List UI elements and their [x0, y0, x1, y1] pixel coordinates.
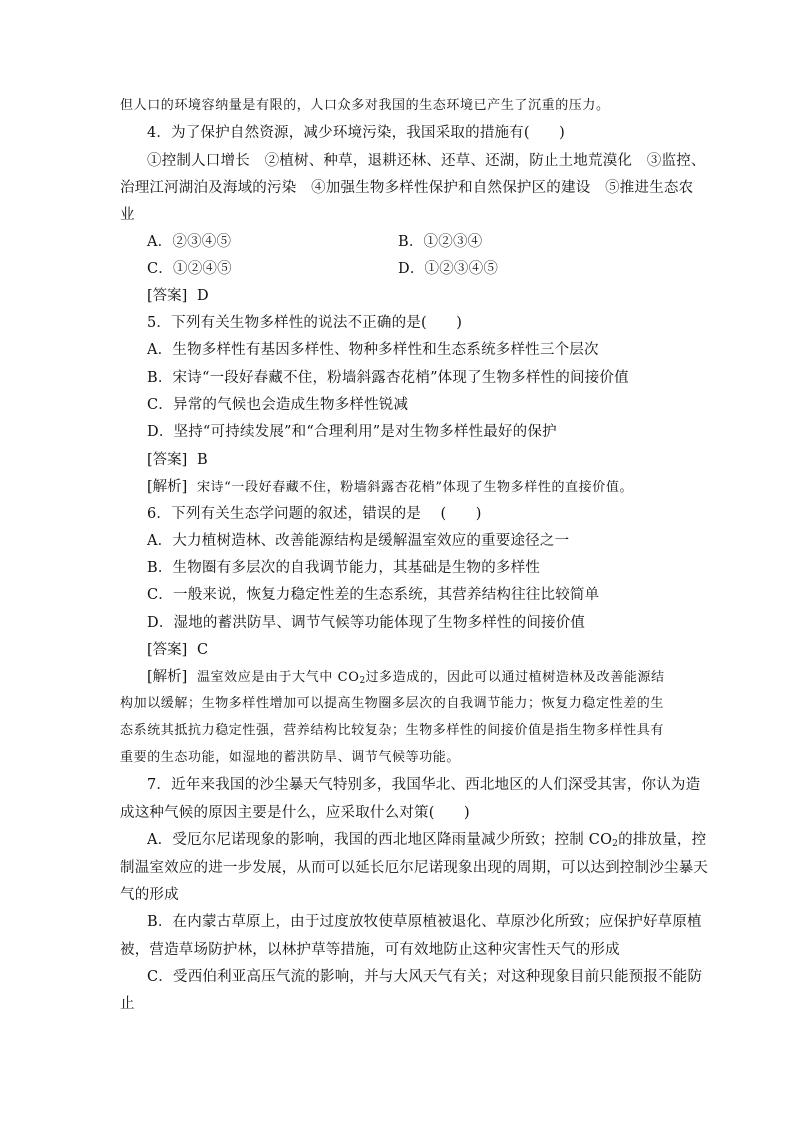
explanation-tag: [解析]	[147, 479, 188, 495]
q5-option-b: B．宋诗“一段好春藏不住，粉墙斜露杏花梢”体现了生物多样性的间接价值	[147, 370, 629, 386]
q4-option-d: D．①②③④⑤	[398, 261, 499, 277]
q6-option-a: A．大力植树造林、改善能源结构是缓解温室效应的重要途径之一	[147, 533, 570, 549]
q6-option-b: B．生物圈有多层次的自我调节能力，其基础是生物的多样性	[147, 560, 541, 576]
q5-option-c: C．异常的气候也会造成生物多样性锐减	[147, 397, 409, 413]
q6-answer	[147, 640, 208, 660]
answer-value: D	[196, 288, 209, 304]
q5-option-d: D．坚持“可持续发展”和“合理利用”是对生物多样性最好的保护	[147, 424, 557, 440]
q7-option-b-line1: B．在内蒙古草原上，由于过度放牧使草原植被退化、草原沙化所致；应保护好草原植	[147, 914, 702, 930]
answer-tag: [答案]	[147, 642, 188, 658]
q5-option-a: A．生物多样性有基因多样性、物种多样性和生态系统多样性三个层次	[147, 342, 599, 358]
explanation-tag: [解析]	[147, 669, 188, 685]
q4-answer	[147, 286, 209, 306]
explanation-text: 过多造成的，因此可以通过植树造林及改善能源结	[365, 670, 665, 685]
option-text: 的排放量，控	[618, 832, 707, 848]
answer-tag: [答案]	[147, 452, 188, 468]
q4-option-b: B．①②③④	[398, 234, 483, 250]
answer-value: C	[196, 642, 209, 658]
q4-items-line2: 治理江河湖泊及海域的污染 ④加强生物多样性保护和自然保护区的建设 ⑤推进生态农	[120, 180, 694, 196]
answer-value: B	[196, 452, 208, 468]
q4-items-line3: 业	[120, 207, 135, 223]
option-text: A．受厄尔尼诺现象的影响，我国的西北地区降雨量减少所致；控制 CO	[147, 832, 613, 848]
q4-option-a: A．②③④⑤	[147, 234, 232, 250]
q7-option-c-line1: C．受西伯利亚高压气流的影响，并与大风天气有关；对这种现象目前只能预报不能防	[147, 969, 703, 985]
q7-stem-line1: 7．近年来我国的沙尘暴天气特别多，我国华北、西北地区的人们深受其害，你认为造	[147, 777, 701, 793]
q7-option-b-line2: 被，营造草场防护林，以林护草等措施，可有效地防止这种灾害性天气的形成	[120, 942, 620, 958]
q7-option-a-line2: 制温室效应的进一步发展，从而可以延长厄尔尼诺现象出现的周期，可以达到控制沙尘暴天	[120, 860, 708, 876]
q6-stem: 6．下列有关生态学问题的叙述，错误的是 ( )	[147, 506, 482, 522]
explanation-text: 宋诗“一段好春藏不住，粉墙斜露杏花梢”体现了生物多样性的直接价值。	[196, 480, 634, 495]
q7-option-a-line3: 气的形成	[120, 887, 179, 903]
q7-stem-line2: 成这种气候的原因主要是什么，应采取什么对策( )	[120, 805, 470, 821]
q6-option-c: C．一般来说，恢复力稳定性差的生态系统，其营养结构往往比较简单	[147, 587, 600, 603]
explanation-text: 温室效应是由于大气中 CO	[196, 670, 360, 685]
q6-explanation-line1	[147, 667, 665, 688]
q5-explanation	[147, 477, 633, 498]
subscript-2: 2	[612, 839, 619, 849]
answer-tag: [答案]	[147, 288, 188, 304]
q4-option-c: C．①②④⑤	[147, 261, 232, 277]
subscript-2: 2	[359, 676, 366, 686]
intro-line: 但人口的环境容纳量是有限的，人口众多对我国的生态环境已产生了沉重的压力。	[120, 98, 610, 113]
q4-stem: 4．为了保护自然资源，减少环境污染，我国采取的措施有( )	[147, 125, 566, 141]
q7-option-c-line2: 止	[120, 996, 135, 1012]
q5-stem: 5．下列有关生物多样性的说法不正确的是( )	[147, 315, 463, 331]
q6-option-d: D．湿地的蓄洪防旱、调节气候等功能体现了生物多样性的间接价值	[147, 615, 586, 631]
q6-explanation-line2: 构加以缓解；生物多样性增加可以提高生物圈多层次的自我调节能力；恢复力稳定性差的生	[120, 696, 665, 711]
q6-explanation-line4: 重要的生态功能，如湿地的蓄洪防旱、调节气候等功能。	[120, 750, 461, 765]
q5-answer	[147, 450, 208, 470]
q6-explanation-line3: 态系统其抵抗力稳定性强，营养结构比较复杂；生物多样性的间接价值是指生物多样性具有	[120, 723, 665, 738]
q4-items-line1: ①控制人口增长 ②植树、种草，退耕还林、还草、还湖，防止土地荒漠化 ③监控、	[147, 153, 706, 169]
q7-option-a-line1	[147, 830, 706, 850]
